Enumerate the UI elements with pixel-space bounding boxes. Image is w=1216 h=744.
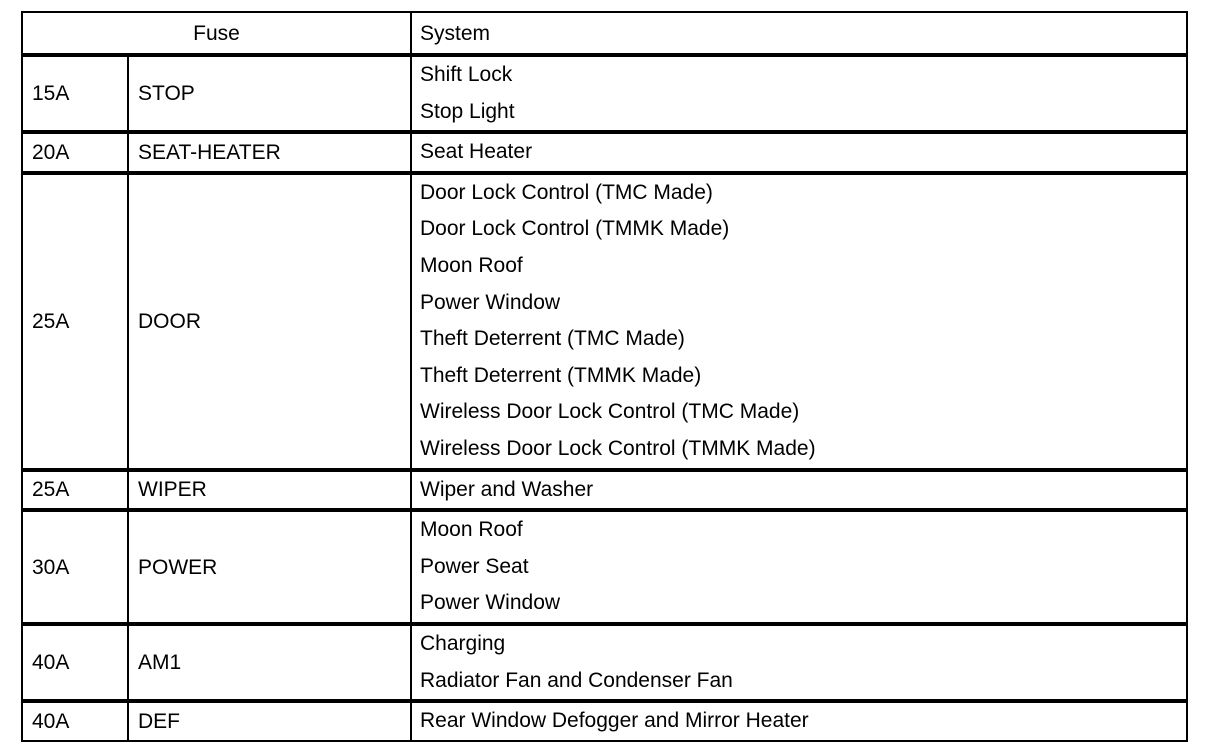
system-item: Wiper and Washer (420, 477, 594, 501)
system-item: Radiator Fan and Condenser Fan (420, 668, 733, 692)
systems-cell (411, 55, 1187, 132)
fuse-rating-cell: 15A (22, 55, 128, 132)
fuse-name-cell: DEF (128, 701, 411, 741)
systems-cell (411, 470, 1187, 511)
fuse-name-cell: DOOR (128, 173, 411, 470)
fuse-column-header: Fuse (22, 12, 411, 55)
table-row (22, 470, 1187, 511)
fuse-rating-cell: 40A (22, 624, 128, 701)
system-item: Theft Deterrent (TMC Made) (420, 327, 685, 351)
system-item: Power Window (420, 290, 561, 314)
system-item: Moon Roof (420, 518, 523, 542)
system-item: Wireless Door Lock Control (TMMK Made) (420, 436, 816, 460)
table-row (22, 132, 1187, 173)
system-item: Stop Light (420, 99, 515, 123)
system-item: Rear Window Defogger and Mirror Heater (420, 709, 809, 733)
system-item: Charging (420, 631, 506, 655)
table-row (22, 701, 1187, 741)
system-item: Power Seat (420, 554, 529, 578)
fuse-name-cell: SEAT-HEATER (128, 132, 411, 173)
system-item: Moon Roof (420, 253, 523, 277)
system-item: Seat Heater (420, 140, 533, 164)
fuse-rating-cell: 20A (22, 132, 128, 173)
systems-cell (411, 132, 1187, 173)
table-row (22, 173, 1187, 470)
fuse-name-cell: AM1 (128, 624, 411, 701)
system-item: Shift Lock (420, 63, 513, 86)
system-item: Wireless Door Lock Control (TMC Made) (420, 400, 800, 424)
fuse-rating-cell: 30A (22, 510, 128, 624)
fuse-rating-cell: 40A (22, 701, 128, 741)
systems-cell (411, 173, 1187, 470)
systems-cell (411, 701, 1187, 741)
system-item: Door Lock Control (TMMK Made) (420, 217, 730, 241)
fuse-name-cell: WIPER (128, 470, 411, 511)
fuse-name-cell: STOP (128, 55, 411, 132)
fuse-table-body (22, 55, 1187, 741)
systems-cell (411, 624, 1187, 701)
fuse-rating-cell: 25A (22, 470, 128, 511)
fuse-table (21, 11, 1188, 742)
systems-cell (411, 510, 1187, 624)
system-column-header: System (411, 12, 1187, 55)
table-row (22, 55, 1187, 132)
system-item: Theft Deterrent (TMMK Made) (420, 363, 702, 387)
fuse-rating-cell: 25A (22, 173, 128, 470)
table-row (22, 624, 1187, 701)
header-row (22, 12, 1187, 55)
system-item: Power Window (420, 591, 561, 615)
fuse-name-cell: POWER (128, 510, 411, 624)
system-item: Door Lock Control (TMC Made) (420, 180, 713, 204)
table-row (22, 510, 1187, 624)
